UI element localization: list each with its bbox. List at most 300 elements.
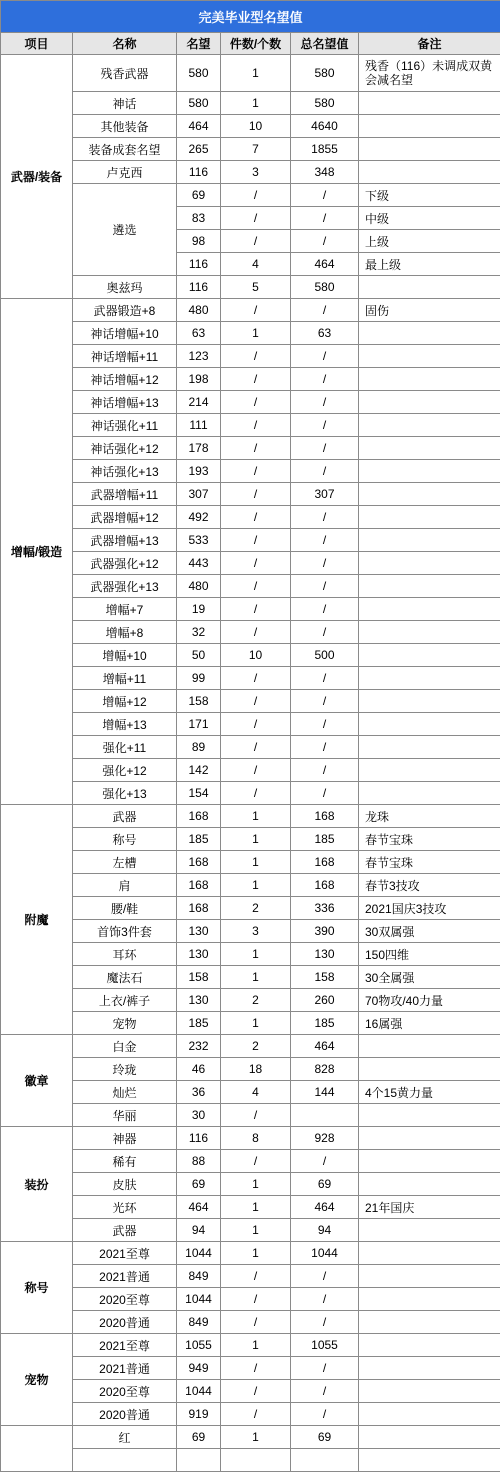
table-row: [1, 1196, 500, 1219]
total-cell: 63: [291, 322, 359, 345]
table-row: [1, 414, 500, 437]
name-cell: 2020至尊: [73, 1288, 177, 1311]
name-cell: 武器: [73, 1219, 177, 1242]
name-cell: 增幅+8: [73, 621, 177, 644]
total-cell: 464: [291, 253, 359, 276]
total-cell: 1055: [291, 1334, 359, 1357]
fame-cell: 443: [177, 552, 221, 575]
total-cell: 260: [291, 989, 359, 1012]
count-cell: /: [221, 621, 291, 644]
name-cell: 皮肤: [73, 1173, 177, 1196]
note-cell: [359, 1242, 500, 1265]
fame-cell: 307: [177, 483, 221, 506]
count-cell: /: [221, 1380, 291, 1403]
table-row: [1, 1403, 500, 1426]
name-cell: 武器强化+12: [73, 552, 177, 575]
table-row: [1, 1173, 500, 1196]
note-cell: 4个15黄力量: [359, 1081, 500, 1104]
note-cell: 70物攻/40力量: [359, 989, 500, 1012]
count-cell: 5: [221, 276, 291, 299]
fame-cell: 36: [177, 1081, 221, 1104]
name-cell: 卢克西: [73, 161, 177, 184]
table-row: [1, 483, 500, 506]
fame-cell: 30: [177, 1104, 221, 1127]
name-cell: 白金: [73, 1035, 177, 1058]
count-cell: /: [221, 391, 291, 414]
count-cell: 18: [221, 1058, 291, 1081]
total-cell: 307: [291, 483, 359, 506]
total-cell: 464: [291, 1035, 359, 1058]
fame-cell: 130: [177, 989, 221, 1012]
count-cell: 1: [221, 1334, 291, 1357]
name-cell: 武器: [73, 805, 177, 828]
note-cell: [359, 759, 500, 782]
note-cell: 2021国庆3技攻: [359, 897, 500, 920]
note-cell: 春节3技攻: [359, 874, 500, 897]
table-row: [1, 805, 500, 828]
count-cell: /: [221, 184, 291, 207]
count-cell: 1: [221, 1219, 291, 1242]
table-row: [1, 299, 500, 322]
count-cell: [221, 1449, 291, 1472]
note-cell: [359, 322, 500, 345]
header-note: 备注: [359, 33, 500, 55]
note-cell: [359, 1449, 500, 1472]
count-cell: /: [221, 690, 291, 713]
note-cell: [359, 1403, 500, 1426]
name-cell: 玲珑: [73, 1058, 177, 1081]
total-cell: 158: [291, 966, 359, 989]
total-cell: 464: [291, 1196, 359, 1219]
total-cell: /: [291, 460, 359, 483]
note-cell: 21年国庆: [359, 1196, 500, 1219]
table-row: [1, 644, 500, 667]
fame-cell: 116: [177, 161, 221, 184]
name-cell: 武器增幅+11: [73, 483, 177, 506]
name-cell: 神话强化+12: [73, 437, 177, 460]
total-cell: /: [291, 575, 359, 598]
fame-cell: 88: [177, 1150, 221, 1173]
total-cell: 1855: [291, 138, 359, 161]
total-cell: /: [291, 759, 359, 782]
note-cell: [359, 782, 500, 805]
name-cell: 遴选: [73, 184, 177, 276]
name-cell: 神话增幅+12: [73, 368, 177, 391]
total-cell: [291, 1104, 359, 1127]
fame-cell: 185: [177, 828, 221, 851]
total-cell: 336: [291, 897, 359, 920]
name-cell: 增幅+13: [73, 713, 177, 736]
note-cell: [359, 598, 500, 621]
header-row: [1, 33, 500, 55]
table-row: [1, 92, 500, 115]
total-cell: /: [291, 506, 359, 529]
table-row: [1, 828, 500, 851]
note-cell: 16属强: [359, 1012, 500, 1035]
note-cell: [359, 391, 500, 414]
fame-cell: 168: [177, 897, 221, 920]
name-cell: 魔法石: [73, 966, 177, 989]
table-row: [1, 1380, 500, 1403]
fame-cell: [177, 1449, 221, 1472]
name-cell: 首饰3件套: [73, 920, 177, 943]
name-cell: 残香武器: [73, 55, 177, 92]
name-cell: 增幅+10: [73, 644, 177, 667]
fame-cell: 130: [177, 943, 221, 966]
total-cell: /: [291, 299, 359, 322]
note-cell: [359, 1288, 500, 1311]
fame-cell: 94: [177, 1219, 221, 1242]
count-cell: 1: [221, 1196, 291, 1219]
name-cell: 武器增幅+12: [73, 506, 177, 529]
note-cell: [359, 1380, 500, 1403]
total-cell: 1044: [291, 1242, 359, 1265]
name-cell: 左槽: [73, 851, 177, 874]
fame-cell: 168: [177, 805, 221, 828]
name-cell: 2021至尊: [73, 1334, 177, 1357]
fame-cell: 142: [177, 759, 221, 782]
fame-cell: 111: [177, 414, 221, 437]
table-row: [1, 943, 500, 966]
total-cell: 69: [291, 1173, 359, 1196]
count-cell: /: [221, 460, 291, 483]
name-cell: 腰/鞋: [73, 897, 177, 920]
note-cell: [359, 115, 500, 138]
table-row: [1, 345, 500, 368]
table-row: [1, 138, 500, 161]
name-cell: 强化+11: [73, 736, 177, 759]
table-row: [1, 322, 500, 345]
fame-cell: 178: [177, 437, 221, 460]
count-cell: 1: [221, 966, 291, 989]
note-cell: [359, 1334, 500, 1357]
total-cell: /: [291, 391, 359, 414]
table-row: [1, 690, 500, 713]
name-cell: 神话增幅+10: [73, 322, 177, 345]
fame-cell: 533: [177, 529, 221, 552]
count-cell: 3: [221, 161, 291, 184]
total-cell: /: [291, 1357, 359, 1380]
table-row: [1, 713, 500, 736]
table-row: [1, 759, 500, 782]
count-cell: 1: [221, 92, 291, 115]
note-cell: 上级: [359, 230, 500, 253]
table-row: [1, 184, 500, 207]
note-cell: [359, 1357, 500, 1380]
table-row: [1, 1035, 500, 1058]
count-cell: 4: [221, 1081, 291, 1104]
category-cell: [1, 1426, 73, 1472]
name-cell: 其他装备: [73, 115, 177, 138]
table-row: [1, 437, 500, 460]
fame-cell: 193: [177, 460, 221, 483]
category-cell: 徽章: [1, 1035, 73, 1127]
count-cell: /: [221, 736, 291, 759]
table-row: [1, 736, 500, 759]
fame-cell: 32: [177, 621, 221, 644]
name-cell: 神话增幅+13: [73, 391, 177, 414]
name-cell: [73, 1449, 177, 1472]
name-cell: 神器: [73, 1127, 177, 1150]
fame-cell: 480: [177, 575, 221, 598]
count-cell: /: [221, 1288, 291, 1311]
name-cell: 神话增幅+11: [73, 345, 177, 368]
total-cell: /: [291, 736, 359, 759]
name-cell: 增幅+12: [73, 690, 177, 713]
note-cell: 中级: [359, 207, 500, 230]
table-row: [1, 598, 500, 621]
total-cell: 390: [291, 920, 359, 943]
count-cell: /: [221, 414, 291, 437]
fame-cell: 232: [177, 1035, 221, 1058]
note-cell: [359, 1219, 500, 1242]
note-cell: [359, 644, 500, 667]
count-cell: /: [221, 368, 291, 391]
fame-cell: 480: [177, 299, 221, 322]
count-cell: /: [221, 575, 291, 598]
fame-cell: 158: [177, 690, 221, 713]
name-cell: 2021普通: [73, 1357, 177, 1380]
name-cell: 强化+12: [73, 759, 177, 782]
count-cell: 1: [221, 55, 291, 92]
count-cell: 1: [221, 874, 291, 897]
count-cell: /: [221, 1104, 291, 1127]
total-cell: 4640: [291, 115, 359, 138]
fame-cell: 89: [177, 736, 221, 759]
table-row: [1, 529, 500, 552]
name-cell: 神话强化+13: [73, 460, 177, 483]
note-cell: 30双属强: [359, 920, 500, 943]
total-cell: /: [291, 529, 359, 552]
table-row: [1, 391, 500, 414]
count-cell: 2: [221, 989, 291, 1012]
count-cell: 1: [221, 805, 291, 828]
name-cell: 神话强化+11: [73, 414, 177, 437]
total-cell: /: [291, 437, 359, 460]
count-cell: /: [221, 207, 291, 230]
table-row: [1, 506, 500, 529]
count-cell: 10: [221, 644, 291, 667]
fame-cell: 464: [177, 115, 221, 138]
count-cell: /: [221, 299, 291, 322]
table-row: [1, 276, 500, 299]
note-cell: [359, 667, 500, 690]
name-cell: 武器增幅+13: [73, 529, 177, 552]
header-total: 总名望值: [291, 33, 359, 55]
name-cell: 肩: [73, 874, 177, 897]
table-row: [1, 1334, 500, 1357]
name-cell: 奥兹玛: [73, 276, 177, 299]
table-row: [1, 989, 500, 1012]
total-cell: /: [291, 713, 359, 736]
note-cell: [359, 368, 500, 391]
count-cell: 2: [221, 897, 291, 920]
count-cell: /: [221, 230, 291, 253]
note-cell: [359, 1150, 500, 1173]
total-cell: 500: [291, 644, 359, 667]
total-cell: 580: [291, 276, 359, 299]
fame-cell: 19: [177, 598, 221, 621]
note-cell: [359, 506, 500, 529]
name-cell: 2020至尊: [73, 1380, 177, 1403]
note-cell: [359, 345, 500, 368]
fame-cell: 185: [177, 1012, 221, 1035]
fame-cell: 949: [177, 1357, 221, 1380]
table-row: [1, 920, 500, 943]
fame-cell: 99: [177, 667, 221, 690]
name-cell: 强化+13: [73, 782, 177, 805]
title-row: [1, 1, 500, 33]
total-cell: /: [291, 690, 359, 713]
note-cell: [359, 437, 500, 460]
name-cell: 华丽: [73, 1104, 177, 1127]
total-cell: 348: [291, 161, 359, 184]
table-row: [1, 1242, 500, 1265]
count-cell: 4: [221, 253, 291, 276]
note-cell: [359, 1311, 500, 1334]
table-row: [1, 621, 500, 644]
table-row: [1, 966, 500, 989]
note-cell: [359, 690, 500, 713]
fame-cell: 198: [177, 368, 221, 391]
name-cell: 武器强化+13: [73, 575, 177, 598]
note-cell: [359, 736, 500, 759]
note-cell: 下级: [359, 184, 500, 207]
count-cell: /: [221, 1265, 291, 1288]
note-cell: [359, 1173, 500, 1196]
name-cell: 红: [73, 1426, 177, 1449]
table-title: 完美毕业型名望值: [1, 1, 500, 33]
table-row: [1, 460, 500, 483]
fame-cell: 154: [177, 782, 221, 805]
total-cell: 130: [291, 943, 359, 966]
note-cell: [359, 1104, 500, 1127]
fame-cell: 46: [177, 1058, 221, 1081]
fame-cell: 1044: [177, 1242, 221, 1265]
total-cell: /: [291, 621, 359, 644]
note-cell: [359, 1426, 500, 1449]
total-cell: 828: [291, 1058, 359, 1081]
note-cell: [359, 621, 500, 644]
note-cell: [359, 92, 500, 115]
total-cell: 144: [291, 1081, 359, 1104]
note-cell: [359, 713, 500, 736]
total-cell: /: [291, 207, 359, 230]
count-cell: /: [221, 437, 291, 460]
total-cell: /: [291, 598, 359, 621]
note-cell: [359, 1127, 500, 1150]
name-cell: 武器锻造+8: [73, 299, 177, 322]
count-cell: /: [221, 759, 291, 782]
total-cell: 185: [291, 828, 359, 851]
note-cell: [359, 1058, 500, 1081]
total-cell: /: [291, 1288, 359, 1311]
count-cell: /: [221, 345, 291, 368]
total-cell: /: [291, 1265, 359, 1288]
fame-cell: 849: [177, 1311, 221, 1334]
name-cell: 2021普通: [73, 1265, 177, 1288]
fame-cell: 464: [177, 1196, 221, 1219]
fame-cell: 580: [177, 55, 221, 92]
table-row: [1, 115, 500, 138]
total-cell: 928: [291, 1127, 359, 1150]
table-row: [1, 575, 500, 598]
note-cell: 最上级: [359, 253, 500, 276]
count-cell: /: [221, 598, 291, 621]
total-cell: 185: [291, 1012, 359, 1035]
note-cell: [359, 575, 500, 598]
note-cell: 春节宝珠: [359, 828, 500, 851]
count-cell: 1: [221, 851, 291, 874]
count-cell: 1: [221, 322, 291, 345]
table-row: [1, 1150, 500, 1173]
table-row: [1, 552, 500, 575]
note-cell: [359, 161, 500, 184]
name-cell: 稀有: [73, 1150, 177, 1173]
note-cell: 春节宝珠: [359, 851, 500, 874]
fame-cell: 919: [177, 1403, 221, 1426]
count-cell: /: [221, 1311, 291, 1334]
total-cell: /: [291, 782, 359, 805]
fame-cell: 1044: [177, 1288, 221, 1311]
name-cell: 光环: [73, 1196, 177, 1219]
total-cell: /: [291, 1403, 359, 1426]
category-cell: 增幅/锻造: [1, 299, 73, 805]
count-cell: 1: [221, 943, 291, 966]
note-cell: 固伤: [359, 299, 500, 322]
fame-cell: 69: [177, 184, 221, 207]
count-cell: /: [221, 529, 291, 552]
fame-cell: 116: [177, 253, 221, 276]
table-row: [1, 55, 500, 92]
name-cell: 耳环: [73, 943, 177, 966]
table-row: [1, 1081, 500, 1104]
total-cell: /: [291, 368, 359, 391]
table-row: [1, 851, 500, 874]
count-cell: 1: [221, 828, 291, 851]
note-cell: [359, 460, 500, 483]
header-name: 名称: [73, 33, 177, 55]
total-cell: /: [291, 184, 359, 207]
name-cell: 上衣/裤子: [73, 989, 177, 1012]
note-cell: [359, 276, 500, 299]
fame-cell: 1044: [177, 1380, 221, 1403]
count-cell: /: [221, 1150, 291, 1173]
fame-cell: 214: [177, 391, 221, 414]
table-row: [1, 1219, 500, 1242]
count-cell: 3: [221, 920, 291, 943]
count-cell: /: [221, 667, 291, 690]
fame-cell: 580: [177, 92, 221, 115]
header-category: 项目: [1, 33, 73, 55]
total-cell: 580: [291, 92, 359, 115]
total-cell: [291, 1449, 359, 1472]
fame-cell: 1055: [177, 1334, 221, 1357]
count-cell: /: [221, 1357, 291, 1380]
fame-cell: 168: [177, 851, 221, 874]
count-cell: 1: [221, 1426, 291, 1449]
total-cell: /: [291, 345, 359, 368]
fame-cell: 50: [177, 644, 221, 667]
total-cell: /: [291, 1150, 359, 1173]
note-cell: [359, 529, 500, 552]
total-cell: 168: [291, 805, 359, 828]
total-cell: /: [291, 1311, 359, 1334]
fame-cell: 130: [177, 920, 221, 943]
fame-cell: 69: [177, 1426, 221, 1449]
category-cell: 宠物: [1, 1334, 73, 1426]
table-row: [1, 161, 500, 184]
